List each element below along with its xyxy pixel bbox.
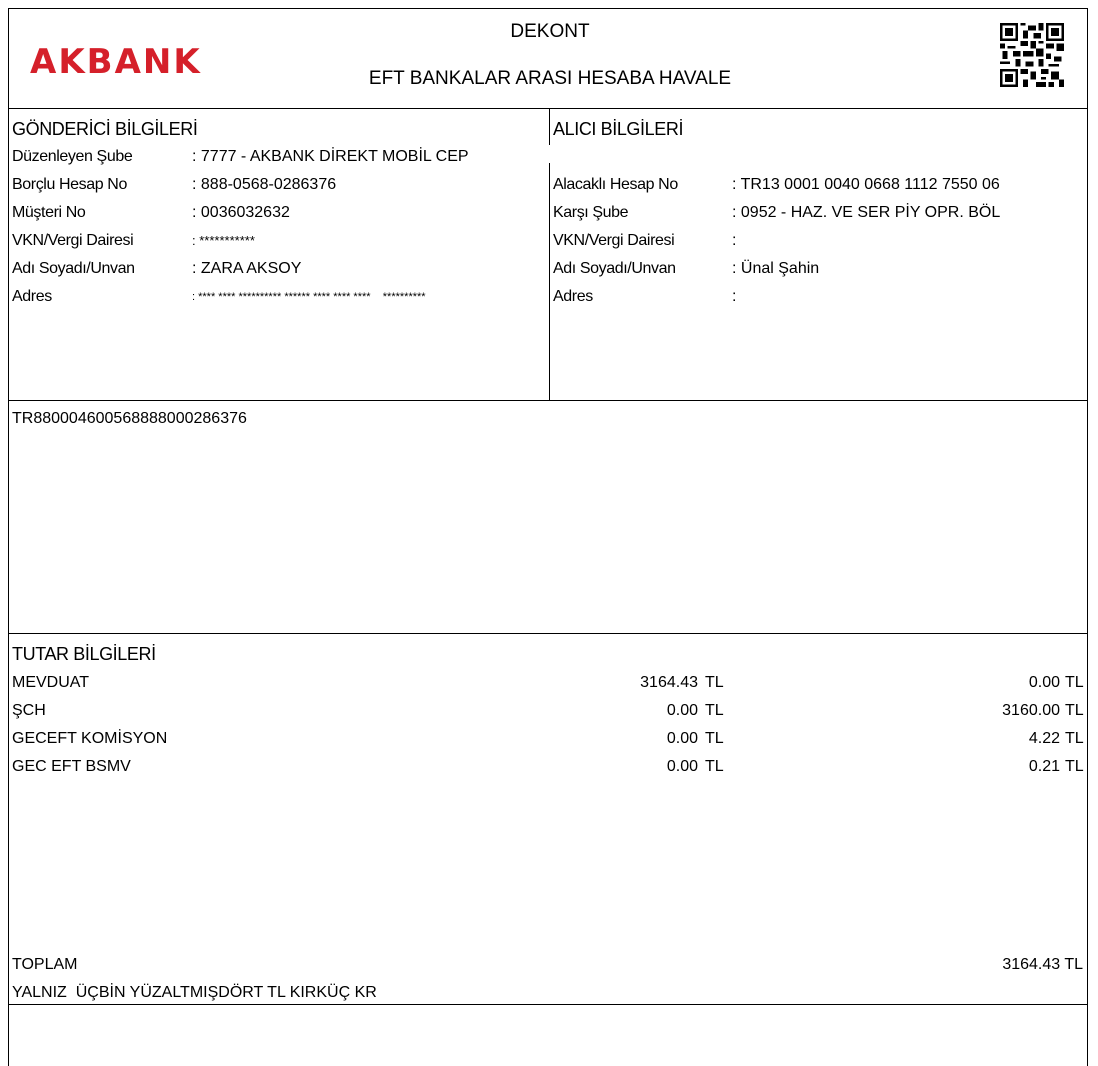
receiver-label-branch: Karşı Şube (553, 204, 629, 221)
receiver-value-name: : Ünal Şahin (732, 260, 820, 277)
amount-debit-bsmv: 0.00 (666, 758, 698, 775)
divider-parties (8, 400, 1088, 401)
amount-debit-sch: 0.00 (666, 702, 698, 719)
description-text: TR880004600568888000286376 (12, 410, 247, 427)
receiver-label-account: Alacaklı Hesap No (553, 176, 678, 193)
divider-description (8, 633, 1088, 634)
sender-value-tax: : *********** (192, 233, 255, 248)
amount-debit-cur-commission: TL (705, 730, 724, 747)
amount-debit-commission: 0.00 (666, 730, 698, 747)
akbank-logo: AKBANK (30, 42, 202, 82)
amount-credit-cur-commission: TL (1065, 730, 1084, 747)
receiver-label-tax: VKN/Vergi Dairesi (553, 232, 675, 249)
total-in-words: YALNIZ ÜÇBİN YÜZALTMIŞDÖRT TL KIRKÜÇ KR (12, 984, 377, 1001)
amount-credit-sch: 3160.00 (1002, 702, 1060, 719)
sender-label-tax: VKN/Vergi Dairesi (12, 232, 134, 249)
amount-credit-cur-mevduat: TL (1065, 674, 1084, 691)
amount-credit-cur-sch: TL (1065, 702, 1084, 719)
sender-label-address: Adres (12, 288, 52, 305)
sender-value-address: : **** **** ********** ****** **** **** **** ********** (192, 291, 426, 303)
amount-credit-cur-bsmv: TL (1065, 758, 1084, 775)
amount-label-bsmv: GEC EFT BSMV (12, 758, 131, 775)
amount-credit-bsmv: 0.21 (1028, 758, 1060, 775)
receiver-label-address: Adres (553, 288, 593, 305)
sender-label-name: Adı Soyadı/Unvan (12, 260, 135, 277)
sender-label-branch: Düzenleyen Şube (12, 148, 133, 165)
receiver-value-account: : TR13 0001 0040 0668 1112 7550 06 (732, 176, 1000, 193)
amount-credit-commission: 4.22 (1028, 730, 1060, 747)
qr-code-icon (1000, 23, 1064, 87)
sender-heading: GÖNDERİCİ BİLGİLERİ (12, 119, 198, 139)
total-label: TOPLAM (12, 956, 78, 973)
total-value: 3164.43 TL (1002, 956, 1083, 973)
receiver-value-address: : (732, 288, 737, 305)
sender-value-name: : ZARA AKSOY (192, 260, 302, 277)
page-subtitle: EFT BANKALAR ARASI HESABA HAVALE (368, 68, 732, 89)
amount-label-commission: GECEFT KOMİSYON (12, 730, 168, 747)
amounts-heading: TUTAR BİLGİLERİ (12, 644, 156, 664)
sender-label-customer-no: Müşteri No (12, 204, 86, 221)
divider-amounts (8, 1004, 1088, 1005)
divider-header (8, 108, 1088, 109)
receiver-heading: ALICI BİLGİLERİ (553, 119, 684, 139)
sender-value-account: : 888-0568-0286376 (192, 176, 337, 193)
amount-debit-cur-bsmv: TL (705, 758, 724, 775)
amount-credit-mevduat: 0.00 (1028, 674, 1060, 691)
receipt-frame (8, 8, 1088, 1066)
amount-debit-cur-sch: TL (705, 702, 724, 719)
sender-value-customer-no: : 0036032632 (192, 204, 290, 221)
sender-label-account: Borçlu Hesap No (12, 176, 127, 193)
divider-gap (549, 145, 553, 163)
page-title: DEKONT (510, 21, 590, 42)
sender-value-branch: : 7777 - AKBANK DİREKT MOBİL CEP (192, 148, 469, 165)
amount-label-mevduat: MEVDUAT (12, 674, 90, 691)
receiver-value-tax: : (732, 232, 737, 249)
amount-debit-cur-mevduat: TL (705, 674, 724, 691)
receiver-value-branch: : 0952 - HAZ. VE SER PİY OPR. BÖL (732, 204, 1001, 221)
receiver-label-name: Adı Soyadı/Unvan (553, 260, 676, 277)
amount-label-sch: ŞCH (12, 702, 46, 719)
amount-debit-mevduat: 3164.43 (640, 674, 698, 691)
